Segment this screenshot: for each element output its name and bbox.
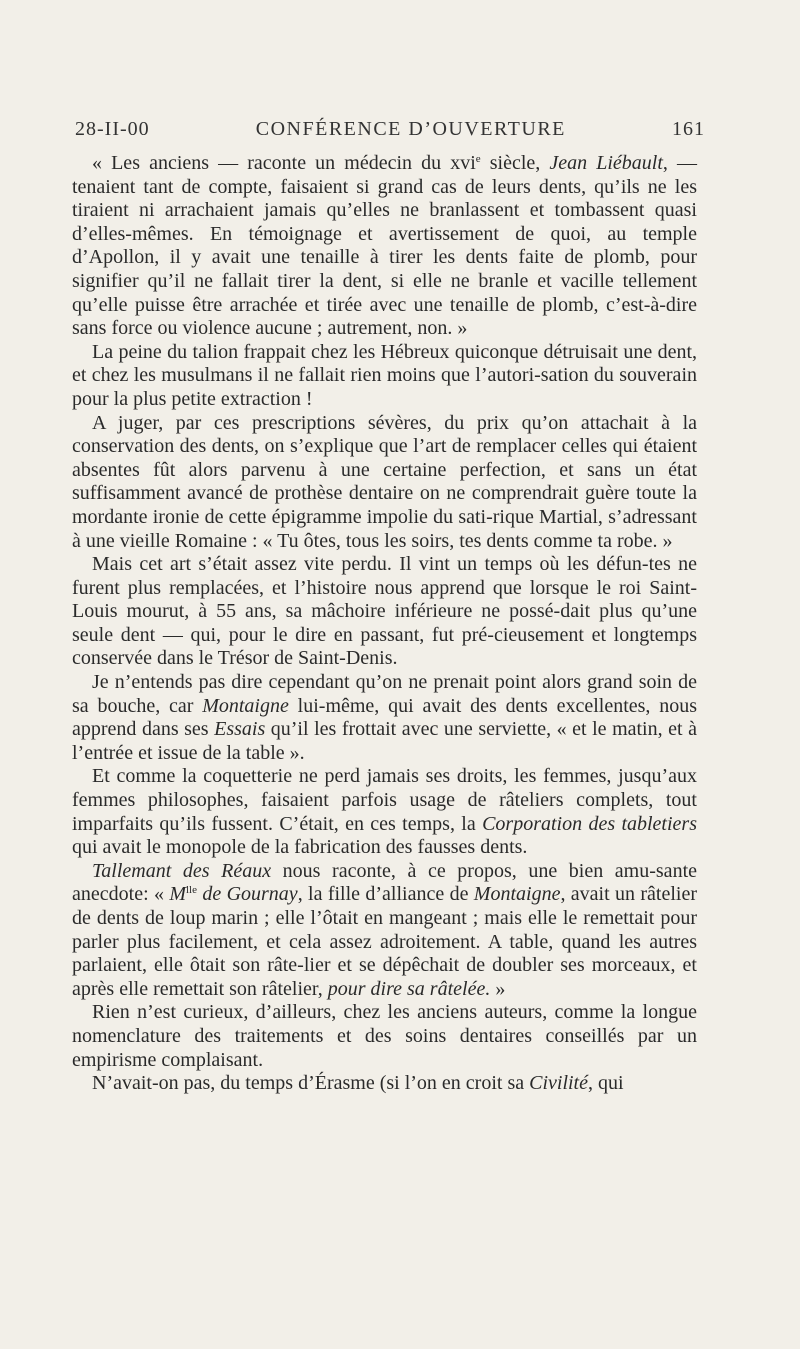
paragraph-4: Mais cet art s’était assez vite perdu. Il vint un temps où les défun-tes ne furent plus remplacées, et l’histoire nous apprend que lorsque le roi Saint-Louis mourut, à 55 ans, sa mâchoire inférieure ne possé-dait plus qu’une seule dent — qui, pour le dire en passant, fut pré-cieusement et longtemps conservée dans le Trésor de Saint-Denis. — [72, 553, 697, 670]
page-number: 161 — [672, 118, 705, 140]
paragraph-3: A juger, par ces prescriptions sévères, du prix qu’on attachait à la conservation des dents, on s’explique que l’art de remplacer celles qui étaient absentes fût alors parvenu à une certaine perfection, et sans un état suffisamment avancé de prothèse dentaire on ne comprendrait guère toute la mordante ironie de cette épigramme impolie du sati-rique Martial, s’adressant à une vieille Romaine : « Tu ôtes, tous les soirs, tes dents comme ta robe. » — [72, 411, 697, 552]
paragraph-7: Tallemant des Réaux nous raconte, à ce propos, une bien amu-sante anecdote: « $M^{lle}$ de Gournay, la fille d’alliance de Montaigne, avait un râtelier de dents de loup marin ; elle l’ôtait en mangeant ; mais elle le remettait pour parler plus facilement, et cela assez adroitement. A table, quand les autres parlaient, elle ôtait son râte-lier et se dépêchait de doubler ses morceaux, et après elle remettait son râtelier, pour dire sa râtelée. » — [72, 859, 697, 1000]
header-date: 28-II-00 — [75, 118, 150, 140]
paragraph-9: N’avait-on pas, du temps d’Érasme (si l’on en croit sa Civilité, qui — [92, 1072, 624, 1095]
paragraph-8: Rien n’est curieux, d’ailleurs, chez les anciens auteurs, comme la longue nomenclature des traitements et des soins dentaires conseillés par un empirisme complaisant. — [72, 1001, 697, 1071]
paragraph-1: « Les anciens — raconte un médecin du xvi$^e$ siècle, Jean Liébault, — tenaient tant de compte, faisaient si grand cas de leurs dents, qu’ils ne les tiraient ni arrachaient jamais qu’elles ne branlassent et tombassent quasi d’elles-mêmes. En témoignage et avertissement de quoi, au temple d’Apollon, il y avait une tenaille à tirer les dents faite de plomb, pour signifier qu’il ne fallait tirer la dent, si elle ne branle et vacille tellement qu’elle puisse être arrachée et tirée avec une tenaille de plomb, c’est-à-dire sans force ou violence aucune ; autrement, non. » — [72, 152, 698, 340]
header-title: CONFÉRENCE D’OUVERTURE — [255, 118, 566, 140]
body-text — [72, 152, 697, 1096]
paragraph-2: La peine du talion frappait chez les Hébreux quiconque détruisait une dent, et chez les musulmans il ne fallait rien moins que l’autori-sation du souverain pour la plus petite extraction ! — [72, 340, 697, 410]
paragraph-5: Je n’entends pas dire cependant qu’on ne prenait point alors grand soin de sa bouche, car Montaigne lui-même, qui avait des dents excellentes, nous apprend dans ses Essais qu’il les frottait avec une serviette, « et le matin, et à l’entrée et issue de la table ». — [72, 671, 698, 764]
running-header — [75, 118, 705, 141]
paragraph-6: Et comme la coquetterie ne perd jamais ses droits, les femmes, jusqu’aux femmes philosophes, faisaient parfois usage de râteliers complets, tout imparfaits qu’ils fussent. C’était, en ces temps, la Corporation des tabletiers qui avait le monopole de la fabrication des fausses dents. — [72, 765, 697, 859]
